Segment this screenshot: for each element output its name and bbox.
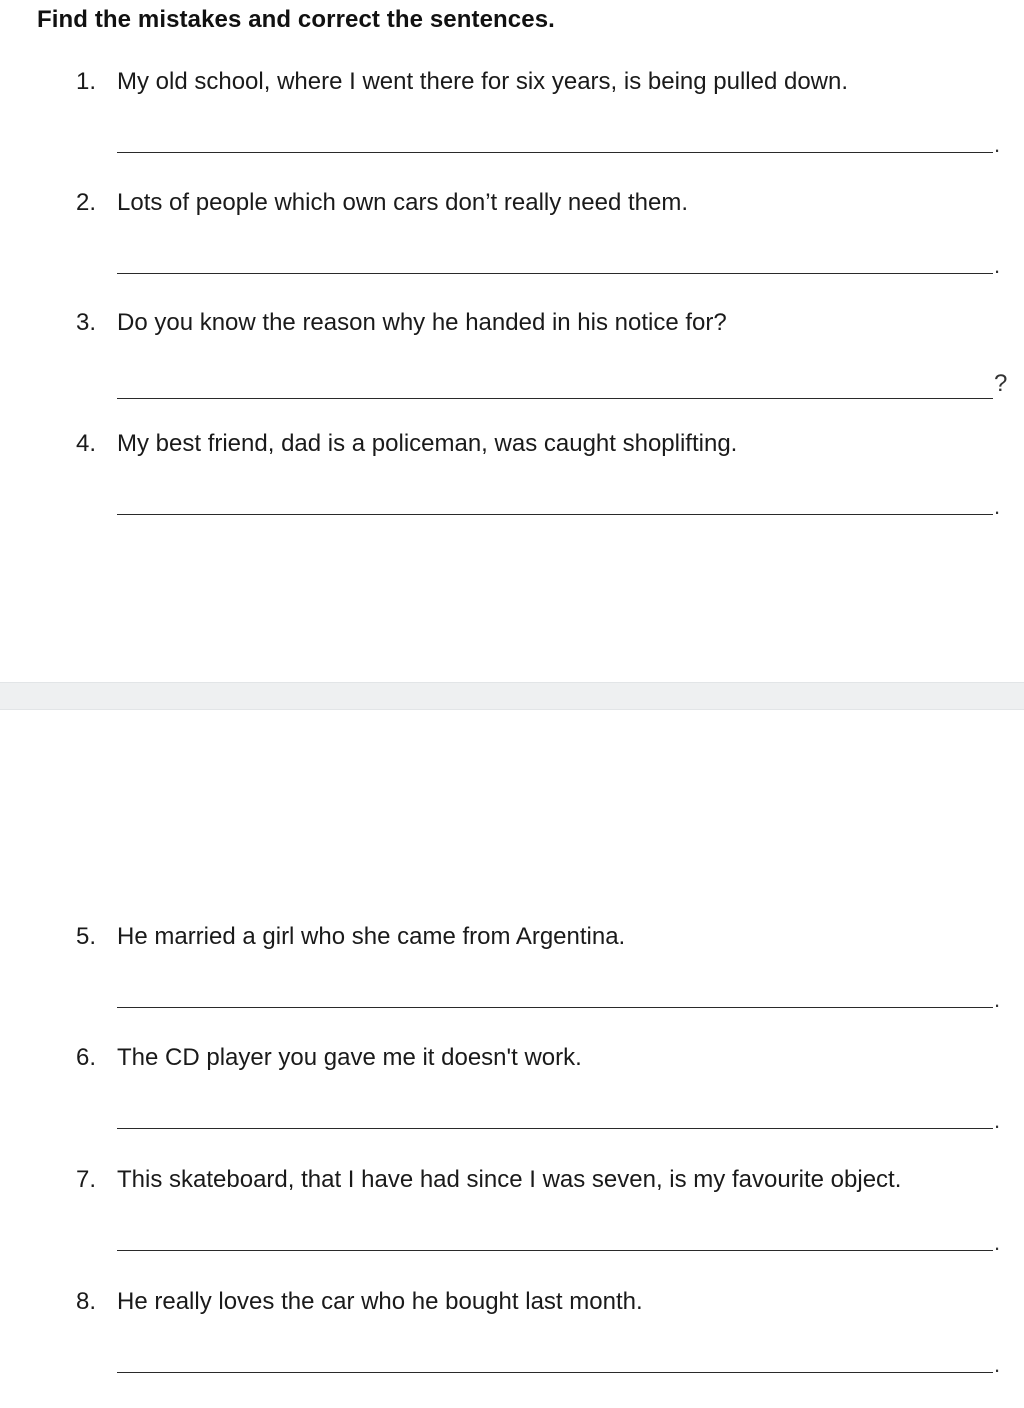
- end-punctuation: .: [994, 253, 1001, 278]
- item-number: 7.: [76, 1166, 97, 1193]
- answer-line[interactable]: [117, 152, 993, 153]
- item-number: 2.: [76, 189, 97, 216]
- item-number: 6.: [76, 1044, 97, 1071]
- item-number: 1.: [76, 68, 97, 95]
- answer-line[interactable]: [117, 1372, 993, 1373]
- worksheet-title: Find the mistakes and correct the sentences.: [37, 6, 555, 33]
- page-separator: [0, 682, 1024, 710]
- end-punctuation: .: [994, 1352, 1001, 1377]
- exercise-item-2: [0, 189, 1024, 309]
- end-punctuation: .: [994, 494, 1001, 519]
- worksheet-page-1: [0, 0, 1024, 682]
- item-sentence: My old school, where I went there for six years, is being pulled down.: [117, 68, 849, 95]
- item-number: 4.: [76, 430, 97, 457]
- answer-line[interactable]: [117, 1128, 993, 1129]
- end-punctuation: .: [994, 987, 1001, 1012]
- exercise-item-8: [0, 1288, 1024, 1408]
- item-sentence: He really loves the car who he bought last month.: [117, 1288, 643, 1315]
- exercise-item-5: [0, 923, 1024, 1043]
- item-sentence: My best friend, dad is a policeman, was caught shoplifting.: [117, 430, 738, 457]
- exercise-item-3: [0, 309, 1024, 429]
- exercise-item-7: [0, 1166, 1024, 1286]
- item-sentence: He married a girl who she came from Argentina.: [117, 923, 626, 950]
- item-number: 5.: [76, 923, 97, 950]
- end-punctuation: ?: [994, 370, 1008, 397]
- item-sentence: Lots of people which own cars don’t really need them.: [117, 189, 688, 216]
- exercise-item-1: [0, 68, 1024, 188]
- item-sentence: Do you know the reason why he handed in his notice for?: [117, 309, 727, 336]
- item-number: 3.: [76, 309, 97, 336]
- answer-line[interactable]: [117, 273, 993, 274]
- end-punctuation: .: [994, 1230, 1001, 1255]
- item-number: 8.: [76, 1288, 97, 1315]
- answer-line[interactable]: [117, 1007, 993, 1008]
- exercise-item-6: [0, 1044, 1024, 1164]
- answer-line[interactable]: [117, 514, 993, 515]
- answer-line[interactable]: [117, 1250, 993, 1251]
- end-punctuation: .: [994, 1108, 1001, 1133]
- exercise-item-4: [0, 430, 1024, 550]
- item-sentence: The CD player you gave me it doesn't work.: [117, 1044, 582, 1071]
- worksheet-page-2: [0, 710, 1024, 1383]
- end-punctuation: .: [994, 132, 1001, 157]
- answer-line[interactable]: [117, 398, 993, 399]
- item-sentence: This skateboard, that I have had since I was seven, is my favourite object.: [117, 1166, 902, 1193]
